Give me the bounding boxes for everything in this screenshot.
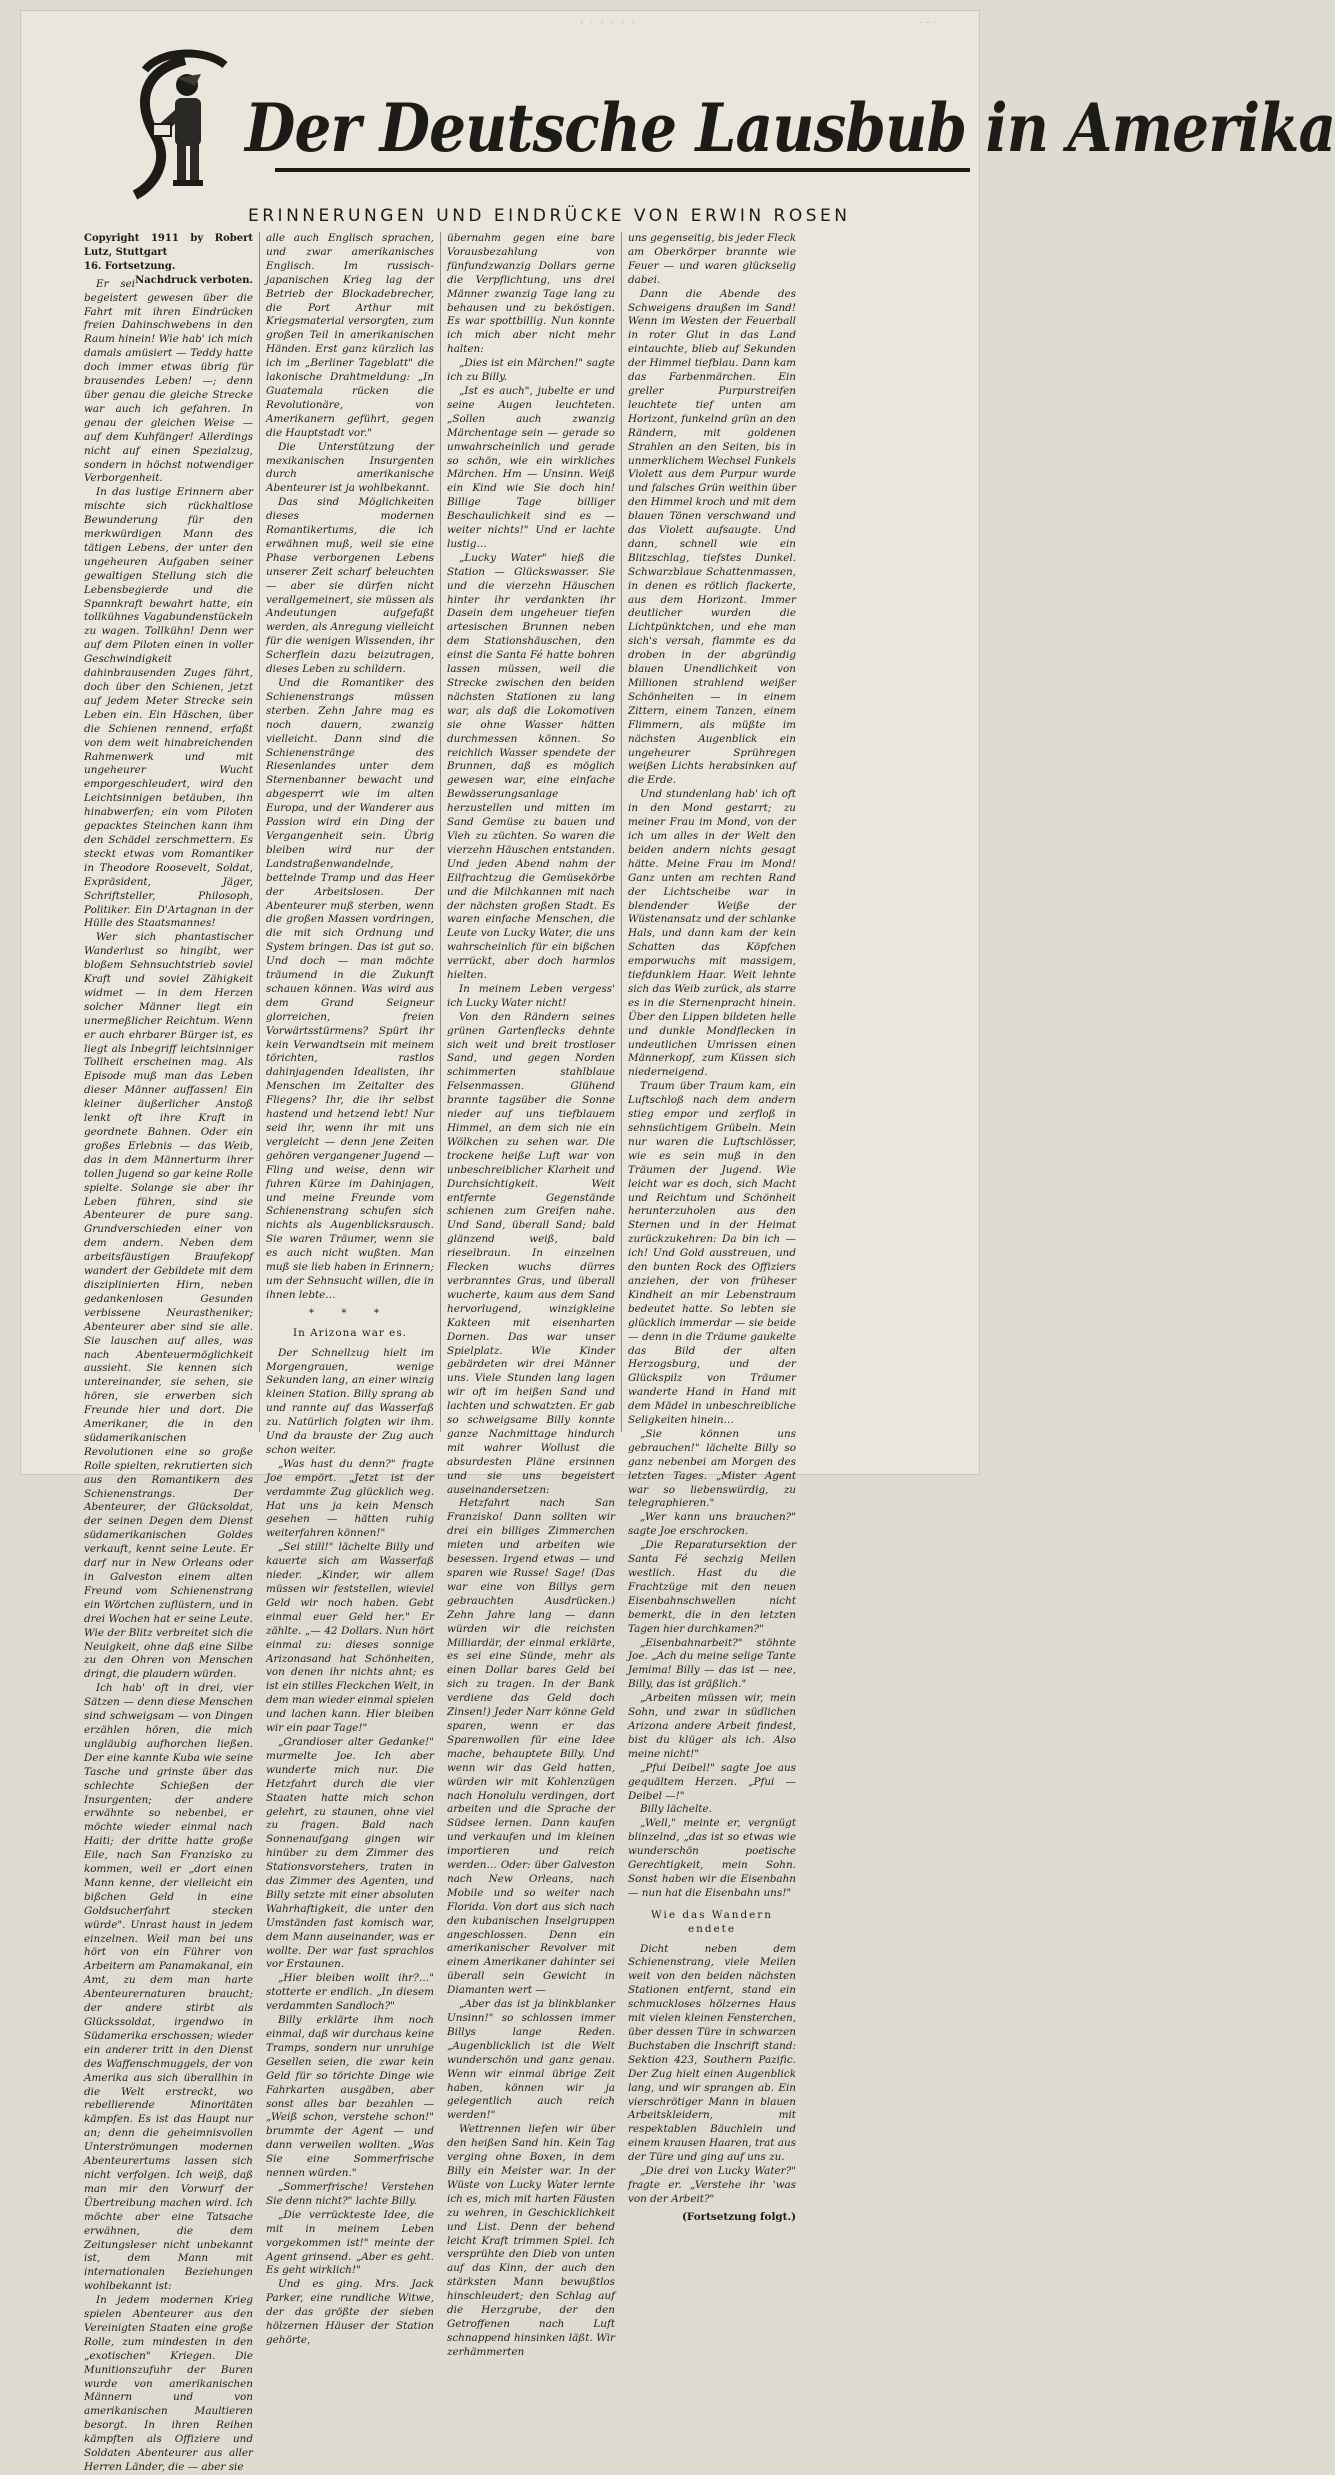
- paragraph: Traum über Traum kam, ein Luftschloß nach dem andern stieg empor und zerfloß in sehnsüchtigem Grübeln. Mein nur waren die Luftschlösser, wie es sein muß in den Träumen der Jugend. Wie leicht war es doch, sich Macht und Reichtum und Schönheit herunterzuholen aus den Sternen und in der Heimat zurückzukehren: Da bin ich — ich! Und Gold ausstreuen, und den bunten Rock des Offiziers anziehen, der von früheser Kindheit an mir Lebenstraum bedeutet hatte. So lebten sie glücklich immerdar — sie beide — denn in die Träume gaukelte das Bild der alten Herzogsburg, und der Glückspilz von Träumer wanderte Hand in Hand mit dem Mädel in unbeschreibliche Seligkeiten hinein…: [628, 1080, 796, 1427]
- paragraph: Und stundenlang hab' ich oft in den Mond gestarrt; zu meiner Frau im Mond, von der ich um alles in der Welt den beiden andern nichts gesagt hätte. Meine Frau im Mond! Ganz unten am rechten Rand der Lichtscheibe war in blendender Weiße der Wüstenansatz und der schlanke Hals, und dann kam der kein Schatten das Köpfchen emporwuchs mit massigem, tiefdunklem Haar. Weit lehnte sich das Weib zurück, als starre es in die Sternenpracht hinein. Über den Lippen bildeten helle und dunkle Mondflecken in undeutlichen Umrissen einen Männerkopf, zum Küssen sich niederneigend.: [628, 788, 796, 1079]
- bleed-through-marks-right: · · ·: [920, 18, 936, 29]
- paragraph: „Die verrückteste Idee, die mit in meinem Leben vorgekommen ist!" meinte der Agent grinsend. „Aber es geht. Es geht wirklich!": [266, 2208, 434, 2277]
- paragraph: „Ist es auch", jubelte er und seine Augen leuchteten. „Sollen auch zwanzig Märchentage sein — gerade so unwahrscheinlich und gerade so schön, wie ein wirkliches Märchen. Hm — Unsinn. Weiß ein Kind wie Sie doch hin! Billige Tage billiger Beschaulichkeit sind es — weiter nichts!" Und er lachte lustig…: [447, 384, 615, 550]
- paragraph: Er sei begeistert gewesen über die Fahrt mit ihren Eindrücken freien Dahinschwebens in den Raum hinein! Wie hab' ich mich damals amüsiert — Teddy hatte doch immer etwas übrig für brausendes Leben! —; denn über genau die gleiche Strecke war auch ich gefahren. In genau der gleichen Weise — auf dem Kuhfänger! Allerdings nicht auf einen Spezialzug, sondern in höchst notwendiger Verborgenheit.: [84, 277, 253, 485]
- paragraph: „Die drei von Lucky Water?" fragte er. „Verstehe ihr 'was von der Arbeit?": [628, 2165, 796, 2205]
- paragraph: Dann die Abende des Schweigens draußen im Sand! Wenn im Westen der Feuerball in roter Glut in das Land eintauchte, blieb auf Sekunden der Himmel tiefblau. Dann kam das Farbenmärchen. Ein greller Purpurstreifen leuchtete tief unten am Horizont, funkelnd grün an den Rändern, mit goldenen Strahlen an den Seiten, bis in unmerklichem Wechsel Funkels Violett aus dem Purpur wurde und falsches Grün weithin über den Himmel kroch und mit dem blauen Tönen verschwand und das Violett aufsaugte. Und dann, schnell wie ein Blitzschlag, tiefstes Dunkel. Schwarzblaue Schattenmassen, in denen es rötlich flackerte, aus dem Horizont. Immer deutlicher wurden die Lichtpünktchen, und ehe man sich's versah, flammte es da droben in der abgründig blauen Unendlichkeit von Millionen strahlend weißer Schönheiten — in einem Zittern, einem Tanzen, einem Flimmern, als müßte im nächsten Augenblick ein ungeheurer Sprühregen weißen Lichts herabsinken auf die Erde.: [628, 287, 796, 787]
- paragraph: Von den Rändern seines grünen Gartenflecks dehnte sich weit und breit trostloser Sand, und gegen Norden schimmerten stahlblaue Felsenmassen. Glühend brannte tagsüber die Sonne nieder auf uns tiefblauem Himmel, an dem sich nie ein Wölkchen zu sehen war. Die trockene heiße Luft war von unbeschreiblicher Klarheit und Durchsichtigkeit. Weit entfernte Gegenstände schienen zum Greifen nahe. Und Sand, überall Sand; bald glänzend weiß, bald rieselbraun. In einzelnen Flecken wuchs dürres verbranntes Gras, und überall wucherte, kaum aus dem Sand hervorlugend, winzigkleine Kakteen mit eisenharten Dornen. Das war unser Spielplatz. Wie Kinder gebärdeten wir drei Männer uns. Viele Stunden lang lagen wir oft im heißen Sand und lachten und schwatzten. Er gab so schweigsame Billy konnte ganze Nachmittage hindurch mit wahrer Wollust die absurdesten Pläne ersinnen und sie uns begeistert auseinandersetzen:: [447, 1010, 615, 1496]
- paragraph: „Eisenbahnarbeit?" stöhnte Joe. „Ach du meine selige Tante Jemima! Billy — das ist — nee, Billy, das ist gräßlich.": [628, 1636, 796, 1691]
- scene-heading: In Arizona war es.: [293, 1326, 407, 1339]
- paragraph: Dicht neben dem Schienenstrang, viele Meilen weit von den beiden nächsten Stationen entfernt, stand ein schmuckloses hölzernes Haus mit vielen kleinen Fensterchen, über dessen Türe in schwarzen Buchstaben die Inschrift stand: Sektion 423, Southern Pazific. Der Zug hielt einen Augenblick lang, und wir sprangen ab. Ein vierschrötiger Mann in blauen Arbeitskleidern, mit respektablen Bäuchlein und einem krausen Haaren, trat aus der Türe und ging auf uns zu.: [628, 1942, 796, 2164]
- column-4: [621, 232, 802, 2223]
- paragraph: „Wer kann uns brauchen?" sagte Joe erschrocken.: [628, 1511, 796, 1538]
- paragraph: Ich hab' oft in drei, vier Sätzen — denn diese Menschen sind schweigsam — von Dingen erzählen hören, die mich ungläubig aufhorchen ließen. Der eine kannte Kuba wie seine Tasche und grinste über das schlechte Schießen der Insurgenten; der andere erwähnte so nebenbei, er möchte wieder einmal nach Haiti; der dritte hatte große Eile, nach San Franzisko zu kommen, weil er „dort einen Mann kenne, der vielleicht ein bißchen Geld in eine Goldsucherfahrt stecken würde". Unrast haust in jedem einzelnen. Weil man bei uns hört von ein Führer von Arbeitern am Panamakanal, ein Amt, zu dem man harte Abenteurernaturen braucht; der andere stirbt als Glückssoldat, irgendwo in Südamerika erschossen; wieder ein anderer tritt in den Dienst des Waffenschmuggels, der von Amerika aus sich überallhin in die Welt erstreckt, wo rebellierende Minoritäten kämpfen. Es ist das Haupt nur an; denn die geheimnisvollen Unterströmungen modernen Abenteurertums lassen sich nicht verfolgen. Ich weiß, daß man mir den Vorwurf der Übertreibung machen wird. Ich möchte aber eine Tatsache erwähnen, die dem Zeitungsleser nicht unbekannt ist, dem Mann mit internationalen Beziehungen wohlbekannt ist:: [84, 1682, 253, 2293]
- section-heading: Wie das Wandern endete: [651, 1908, 773, 1935]
- paragraph: „Grandioser alter Gedanke!" murmelte Joe. Ich aber wunderte mich nur. Die Hetzfahrt durch die vier Staaten hatte mich schon gelehrt, zu staunen, ohne viel zu fragen. Bald nach Sonnenaufgang gingen wir hinüber zu dem Zimmer des Stationsvorstehers, traten in das Zimmer des Agenten, und Billy setzte mit einer absoluten Wahrhaftigkeit, die unter den Umständen fast komisch war, dem Mann auseinander, was er wollte. Der war fast sprachlos vor Erstaunen.: [266, 1735, 434, 1971]
- paragraph: Der Schnellzug hielt im Morgengrauen, wenige Sekunden lang, an einer winzig kleinen Station. Billy sprang ab und rannte auf das Wasserfaß zu. Natürlich folgten wir ihm. Und da brauste der Zug auch schon weiter.: [266, 1346, 434, 1456]
- paragraph: „Pfui Deibel!" sagte Joe aus gequältem Herzen. „Pfui — Deibel —!": [628, 1761, 796, 1802]
- paragraph: Billy erklärte ihm noch einmal, daß wir durchaus keine Tramps, sondern nur unruhige Gesellen seien, die zwar kein Geld für so törichte Dinge wie Fahrkarten ausgäben, aber sonst alles bar bezahlen — „Weiß schon, verstehe schon!" brummte der Agent — und dann verweilen wollten. „Was Sie eine Sommerfrische nennen würden.": [266, 2014, 434, 2180]
- paragraph: Hetzfahrt nach San Franzisko! Dann sollten wir drei ein billiges Zimmerchen mieten und arbeiten wie besessen. Irgend etwas — und sparen wie Russe! Sage! (Das war eine von Billys gern gebrauchten Ausdrücken.) Zehn Jahre lang — dann würden wir die reichsten Milliardär, der einmal erklärte, es sei eine Sünde, mehr als einen Dollar bares Geld bei sich zu tragen. In der Bank verdiene das Geld doch Zinsen!) Jeder Narr könne Geld sparen, wenn er das Sparenwollen für eine Idee mache, behauptete Billy. Und wenn wir das Geld hatten, würden wir mit Kohlenzügen nach Honolulu verdingen, dort arbeiten und die Sprache der Südsee lernen. Dann kaufen und verkaufen und im kleinen importieren und reich werden… Oder: über Galveston nach New Orleans, nach Mobile und so weiter nach Florida. Von dort aus sich nach den kubanischen Inselgruppen angeschlossen. Denn ein amerikanischer Revolver mit einem Amerikaner dahinter sei überall sein Gewicht in Diamanten wert —: [447, 1497, 615, 1997]
- section-separator: * * *: [308, 1306, 392, 1319]
- paragraph: In das lustige Erinnern aber mischte sich rückhaltlose Bewunderung für den merkwürdigen Mann des tätigen Lebens, der unter den ungeheuren Aufgaben seiner gewaltigen Stellung sich die Lebensbegierde und die Spannkraft bewahrt hatte, ein tollkühnes Vagabundenstückeln zu wagen. Tollkühn! Denn wer auf dem Piloten einen in voller Geschwindigkeit dahinbrausenden Zuges fährt, doch über den Schienen, jetzt auf jedem Meter Strecke sein Leben ein. Ein Häschen, über die Schienen rennend, erfaßt von dem weit hinabreichenden Rahmenwerk und mit ungeheurer Wucht emporgeschleudert, wird den Leichtsinnigen betäuben, ihn hinabwerfen; ein vom Piloten gepacktes Steinchen kann ihm den Schädel zerschmettern. Es steckt etwas vom Romantiker in Theodore Roosevelt, Soldat, Expräsident, Jäger, Schriftsteller, Philosoph, Politiker. Ein D'Artagnan in der Hülle des Staatsmannes!: [84, 486, 253, 930]
- paragraph: „Sommerfrische! Verstehen Sie denn nicht?" lachte Billy.: [266, 2180, 434, 2207]
- paragraph: „Dies ist ein Märchen!" sagte ich zu Billy.: [447, 357, 615, 384]
- column-2: [259, 232, 440, 2346]
- drop-cap-figure-illustration: [125, 40, 245, 200]
- article-meta: [84, 232, 253, 286]
- paragraph: „Sei still!" lächelte Billy und kauerte sich am Wasserfaß nieder. „Kinder, wir allem müssen wir feststellen, wieviel Geld wir noch haben. Gebt einmal euer Geld her." Er zählte. „— 42 Dollars. Nun hört einmal zu: dieses sonnige Arizonasand hat Schönheiten, von denen ihr nichts ahnt; es ist ein stilles Fleckchen Welt, in dem man wieder einmal spielen und lachen kann. Hier bleiben wir ein paar Tage!": [266, 1541, 434, 1735]
- paragraph: „Hier bleiben wollt ihr?…" stotterte er endlich. „In diesem verdammten Sandloch?": [266, 1972, 434, 2013]
- paragraph: „Die Reparatursektion der Santa Fé sechzig Meilen westlich. Hast du die Frachtzüge mit den neuen Eisenbahnschwellen nicht bemerkt, die in den letzten Tagen hier durchkamen?": [628, 1539, 796, 1635]
- masthead: [125, 40, 1335, 200]
- paragraph: „Lucky Water" hieß die Station — Glückswasser. Sie und die vierzehn Häuschen hinter ihr verdankten ihr Dasein dem ungeheuer tiefen artesischen Brunnen neben dem Stationshäuschen, den einst die Santa Fé hatte bohren lassen müssen, weil die Strecke zwischen den beiden nächsten Stationen zu lang war, als daß die Lokomotiven sie ohne Wasser hätten durchmessen können. So reichlich Wasser spendete der Brunnen, daß es möglich gewesen war, eine einfache Bewässerungsanlage herzustellen und mitten im Sand Gemüse zu bauen und Vieh zu züchten. So waren die vierzehn Häuschen entstanden. Und jeden Abend nahm der Eilfrachtzug die Gemüsekörbe und die Milchkannen mit nach der nächsten großen Stadt. Es waren einfache Menschen, die Leute von Lucky Water, die uns wahrscheinlich für ein bißchen verrückt, aber doch harmlos hielten.: [447, 551, 615, 982]
- column-3: [440, 232, 621, 2358]
- paragraph: „Sie können uns gebrauchen!" lächelte Billy so ganz nebenbei am Morgen des letzten Tages. „Mister Agent war so liebenswürdig, zu telegraphieren.": [628, 1427, 796, 1510]
- reprint-notice: Nachdruck verboten.: [135, 274, 253, 286]
- copyright-line: Copyright 1911 by Robert Lutz, Stuttgart: [84, 233, 253, 258]
- paragraph: Billy lächelte.: [640, 1803, 712, 1816]
- installment-number: 16. Fortsetzung.: [84, 260, 176, 272]
- paragraph: Das sind Möglichkeiten dieses modernen Romantikertums, die ich erwähnen muß, weil sie eine Phase verborgenen Lebens unserer Zeit scharf beleuchten — aber sie dürfen nicht verallgemeinert, sie müssen als Andeutungen aufgefaßt werden, als Anregung vielleicht für die wenigen Wissenden, ihr Scherflein dazu beizutragen, dieses Leben zu schildern.: [266, 496, 434, 676]
- paragraph: „Well," meinte er, vergnügt blinzelnd, „das ist so etwas wie wunderschön poetische Gerechtigkeit, mein Sohn. Sonst haben wir die Eisenbahn — nun hat die Eisenbahn uns!": [628, 1817, 796, 1899]
- paragraph: alle auch Englisch sprachen, und zwar amerikanisches Englisch. Im russisch-japanischen Krieg lag der Betrieb der Blockadebrecher, die Port Arthur mit Kriegsmaterial versorgten, zum großen Teil in amerikanischen Händen. Erst ganz kürzlich las ich im „Berliner Tageblatt" die lakonische Drahtmeldung: „In Guatemala rücken die Revolutionäre, von Amerikanern geführt, gegen die Hauptstadt vor.": [266, 232, 434, 439]
- paragraph: In jedem modernen Krieg spielen Abenteurer aus den Vereinigten Staaten eine große Rolle, zum mindesten in den „exotischen" Kriegen. Die Munitionszufuhr der Buren wurde von amerikanischen Männern und von amerikanischen Maultieren besorgt. In ihren Reihen kämpften als Offiziere und Soldaten Abenteurer aus aller Herren Länder, die — aber sie: [84, 2294, 253, 2473]
- bleed-through-marks: · · · · · ·: [580, 18, 637, 29]
- paragraph: „Arbeiten müssen wir, mein Sohn, und zwar in südlichen Arizona andere Arbeit findest, bist du klüger als ich. Also meine nicht!": [628, 1692, 796, 1760]
- column-1: [78, 232, 259, 2473]
- paragraph: uns gegenseitig, bis jeder Fleck am Oberkörper brannte wie Feuer — und waren glückselig dabei.: [628, 232, 796, 286]
- paragraph: Wer sich phantastischer Wanderlust so hingibt, wer bloßem Sehnsuchtstrieb soviel Kraft und soviel Zähigkeit widmet — in dem Herzen solcher Männer liegt ein unermeßlicher Reichtum. Wenn er auch ehrbarer Bürger ist, es liegt als Inbegriff leichtsinniger Tollheit erscheinen mag. Als Episode muß man das Leben dieser Männer auffassen! Ein kleiner äußerlicher Anstoß lenkt oft ihre Kraft in geordnete Bahnen. Oder ein großes Erlebnis — das Weib, das in dem Männerturm ihrer tollen Jugend so gar keine Rolle spielte. Solange sie aber ihr Leben führen, sind sie Abenteurer de pure sang. Grundverschieden einer von dem andern. Neben dem arbeitsfäustigen Braufekopf wandert der Gebildete mit dem disziplinierten Hirn, neben gedankenlosen Gesunden verbissene Neurastheniker; Abenteurer aber sind sie alle. Sie lauschen auf alles, was nach Abenteuermöglichkeit aussieht. Sie kennen sich untereinander, sie sehen, sie hören, sie erwerben sich Freunde hier und dort. Die Amerikaner, die in den südamerikanischen Revolutionen eine so große Rolle spielten, rekrutierten sich aus den Romantikern des Schienenstrangs. Der Abenteurer, der Glücksoldat, der seinen Degen dem Dienst südamerikanischen Goldes verkauft, kennt seine Leute. Er darf nur in New Orleans oder in Galveston einem alten Freund vom Schienenstrang ein Wörtchen zuflüstern, und in drei Wochen hat er seine Leute. Wie der Blitz verbreitet sich die Neuigkeit, ohne daß eine Silbe zu den Ohren von Menschen dringt, die plaudern würden.: [84, 931, 253, 1681]
- article-columns: [78, 232, 983, 2473]
- paragraph: Und die Romantiker des Schienenstrangs müssen sterben. Zehn Jahre mag es noch dauern, zwanzig vielleicht. Dann sind die Schienenstränge des Riesenlandes unter dem Sternenbanner bewacht und abgesperrt wie im alten Europa, und der Wanderer aus Passion wird ein Ding der Vergangenheit sein. Übrig bleiben wird nur der Landstraßenwandelnde, bettelnde Tramp und das Heer der Arbeitslosen. Der Abenteurer muß sterben, wenn die großen Massen vordringen, die mit sich Ordnung und System bringen. Das ist gut so. Und doch — man möchte träumend in die Zukunft schauen können. Was wird aus dem Grand Seigneur glorreichen, freien Vorwärtsstürmens? Spürt ihr kein Verwandtsein mit meinem törichten, rastlos dahinjagenden Idealisten, ihr Menschen im Zeitalter des Fliegens? Ihr, die ihr selbst hastend und hetzend lebt! Nur seid ihr, wenn ihr mit uns vergleicht — denn jene Zeiten gehören vergangener Jugend — Fling und weise, denn wir fuhren Kürze im Dahinjagen, und meine Freunde vom Schienenstrang schufen sich nichts als Augenblicksrausch. Sie waren Träumer, wenn sie es auch nicht wußten. Man muß sie lieb haben in Erinnern; um der Sehnsucht willen, die in ihnen lebte…: [266, 677, 434, 1301]
- newspaper-page: [20, 10, 1335, 2473]
- paragraph: übernahm gegen eine bare Vorausbezahlung von fünfundzwanzig Dollars gerne die Verpflichtung, uns drei Männer zwanzig Tage lang zu behausen und zu beköstigen. Es war spottbillig. Nun konnte ich mich aber nicht mehr halten:: [447, 232, 615, 356]
- page-title: Der Deutsche Lausbub in Amerika: [245, 89, 1335, 167]
- paragraph: „Was hast du denn?" fragte Joe empört. „Jetzt ist der verdammte Zug glücklich weg. Hat uns ja kein Mensch gesehen — hätten ruhig weiterfahren können!": [266, 1457, 434, 1540]
- page-subtitle: ERINNERUNGEN UND EINDRÜCKE VON ERWIN ROSEN: [248, 206, 851, 226]
- paragraph: In meinem Leben vergess' ich Lucky Water nicht!: [447, 982, 615, 1009]
- paragraph: „Aber das ist ja blinkblanker Unsinn!" so schlossen immer Billys lange Reden. „Augenblicklich ist die Welt wunderschön und ganz genau. Wenn wir einmal übrige Zeit haben, können wir ja gelegentlich auch reich werden!": [447, 1998, 615, 2122]
- paragraph: Und es ging. Mrs. Jack Parker, eine rundliche Witwe, der das größte der sieben hölzernen Häuser der Station gehörte,: [266, 2278, 434, 2346]
- continuation-notice: (Fortsetzung folgt.): [681, 2210, 796, 2223]
- title-rule: [275, 168, 970, 172]
- paragraph: Die Unterstützung der mexikanischen Insurgenten durch amerikanische Abenteurer ist ja wohlbekannt.: [266, 440, 434, 495]
- paragraph: Wettrennen liefen wir über den heißen Sand hin. Kein Tag verging ohne Boxen, in dem Billy ein Meister war. In der Wüste von Lucky Water lernte ich es, mich mit harten Fäusten zu wehren, in Geschicklichkeit und List. Denn der behend leicht Kraft trimmen Spiel. Ich versprühte den Dieb von unten auf das Kinn, der auch den stärksten Mann bewußtlos hinschleudert; den Schlag auf die Herzgrube, der den Getroffenen nach Luft schnappend hinsinken läßt. Wir zerhämmerten: [447, 2123, 615, 2358]
